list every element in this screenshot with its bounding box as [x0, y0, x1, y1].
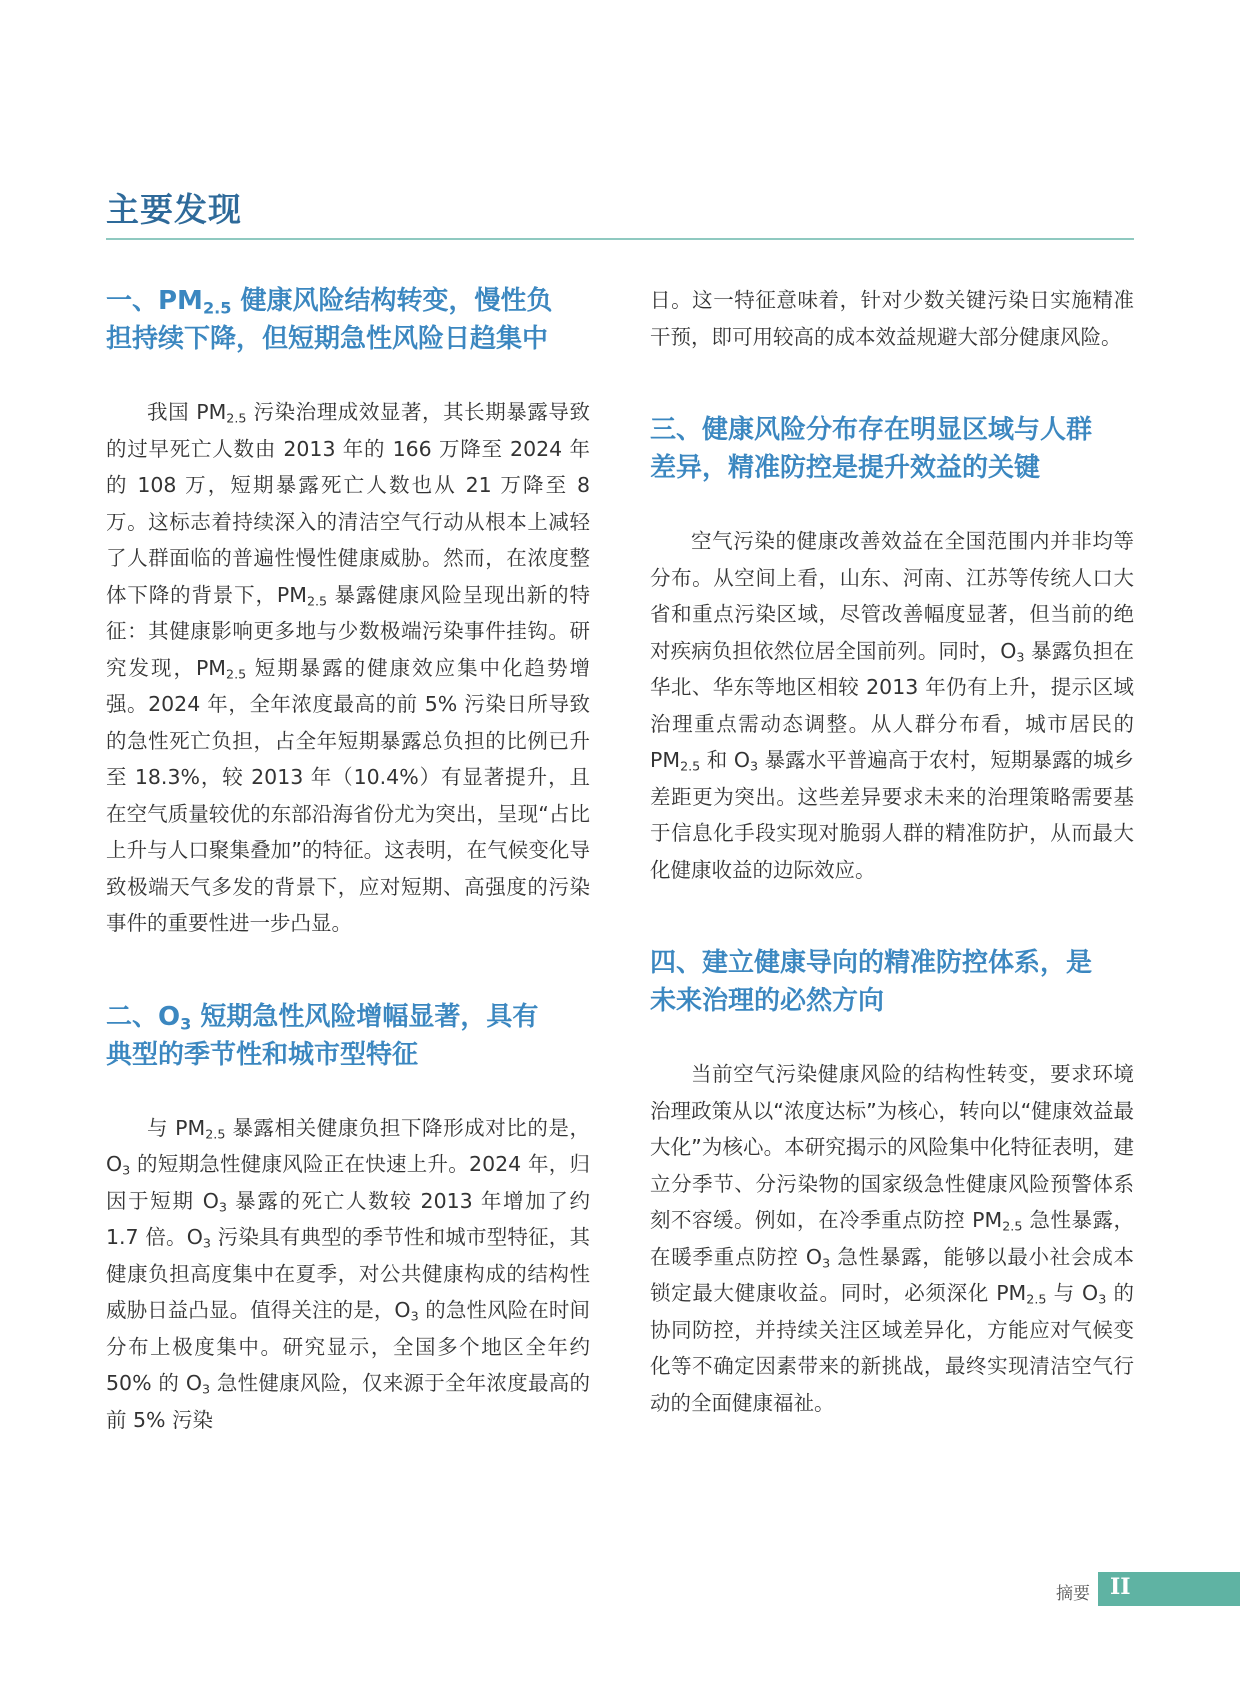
section-2-paragraph: 与 $PM_{2.5}$ 暴露相关健康负担下降形成对比的是，$O_3$ 的短期急性健康风险正在快速上升。2024 年，归因于短期 $O_3$ 暴露的死亡人数较 2013 年增加了约 1.7 倍。$O_3$ 污染具有典型的季节性和城市型特征，其健康负担高度集中在夏季，对公共健康构成的结构性威胁日益凸显。值得关注的是，$O_3$ 的急性风险在时间分布上极度集中。研究显示，全国多个地区全年约 50% 的 $O_3$ 急性健康风险，仅来源于全年浓度最高的前 5% 污染 [106, 1115, 591, 1432]
footer-section-label: 摘要 [1056, 1584, 1090, 1604]
section-4-title: 四、建立健康导向的精准防控体系，是 未来治理的必然方向 [650, 948, 1093, 1016]
title-divider [106, 238, 1134, 240]
section-3-paragraph: 空气污染的健康改善效益在全国范围内并非均等分布。从空间上看，山东、河南、江苏等传统人口大省和重点污染区域，尽管改善幅度显著，但当前的绝对疾病负担依然位居全国前列。同时，$O_3$ 暴露负担在华北、华东等地区相较 2013 年仍有上升，提示区域治理重点需动态调整。从人群分布看，城市居民的 $PM_{2.5}$ 和 $O_3$ 暴露水平普遍高于农村，短期暴露的城乡差距更为突出。这些差异要求未来的治理策略需要基于信息化手段实现对脆弱人群的精准防护，从而最大化健康收益的边际效应。 [650, 529, 1134, 882]
section-2-title: 二、$O_3$ 短期急性风险增幅显著，具有 典型的季节性和城市型特征 [106, 1001, 539, 1070]
section-2-paragraph-continued: 日。这一特征意味着，针对少数关键污染日实施精准干预，即可用较高的成本效益规避大部分健康风险。 [650, 288, 1134, 349]
section-1-paragraph: 我国 $PM_{2.5}$ 污染治理成效显著，其长期暴露导致的过早死亡人数由 2013 年的 166 万降至 2024 年的 108 万，短期暴露死亡人数也从 21 万降至 8 万。这标志着持续深入的清洁空气行动从根本上减轻了人群面临的普遍性慢性健康威胁。然而，在浓度整体下降的背景下，$PM_{2.5}$ 暴露健康风险呈现出新的特征：其健康影响更多地与少数极端污染事件挂钩。研究发现，$PM_{2.5}$ 短期暴露的健康效应集中化趋势增强。2024 年，全年浓度最高的前 5% 污染日所导致的急性死亡负担，占全年短期暴露总负担的比例已升至 18.3%，较 2013 年（10.4%）有显著提升，且在空气质量较优的东部沿海省份尤为突出，呈现“占比上升与人口聚集叠加”的特征。这表明，在气候变化导致极端天气多发的背景下，应对短期、高强度的污染事件的重要性进一步凸显。 [106, 400, 590, 935]
section-1-title: 一、$PM_{2.5}$ 健康风险结构转变，慢性负 担持续下降，但短期急性风险日趋集中 [106, 286, 553, 354]
page-title: 主要发现 [106, 190, 242, 229]
section-4-paragraph: 当前空气污染健康风险的结构性转变，要求环境治理政策从以“浓度达标”为核心，转向以“健康效益最大化”为核心。本研究揭示的风险集中化特征表明，建立分季节、分污染物的国家级急性健康风险预警体系刻不容缓。例如，在冷季重点防控 $PM_{2.5}$ 急性暴露，在暖季重点防控 $O_3$ 急性暴露，能够以最小社会成本锁定最大健康收益。同时，必须深化 $PM_{2.5}$ 与 $O_3$ 的协同防控，并持续关注区域差异化，方能应对气候变化等不确定因素带来的新挑战，最终实现清洁空气行动的全面健康福祉。 [650, 1062, 1135, 1415]
right-column [650, 282, 1134, 1421]
section-3-title: 三、健康风险分布存在明显区域与人群 差异，精准防控是提升效益的关键 [650, 415, 1093, 483]
page-number: II [1110, 1574, 1131, 1600]
left-column [106, 282, 590, 1438]
